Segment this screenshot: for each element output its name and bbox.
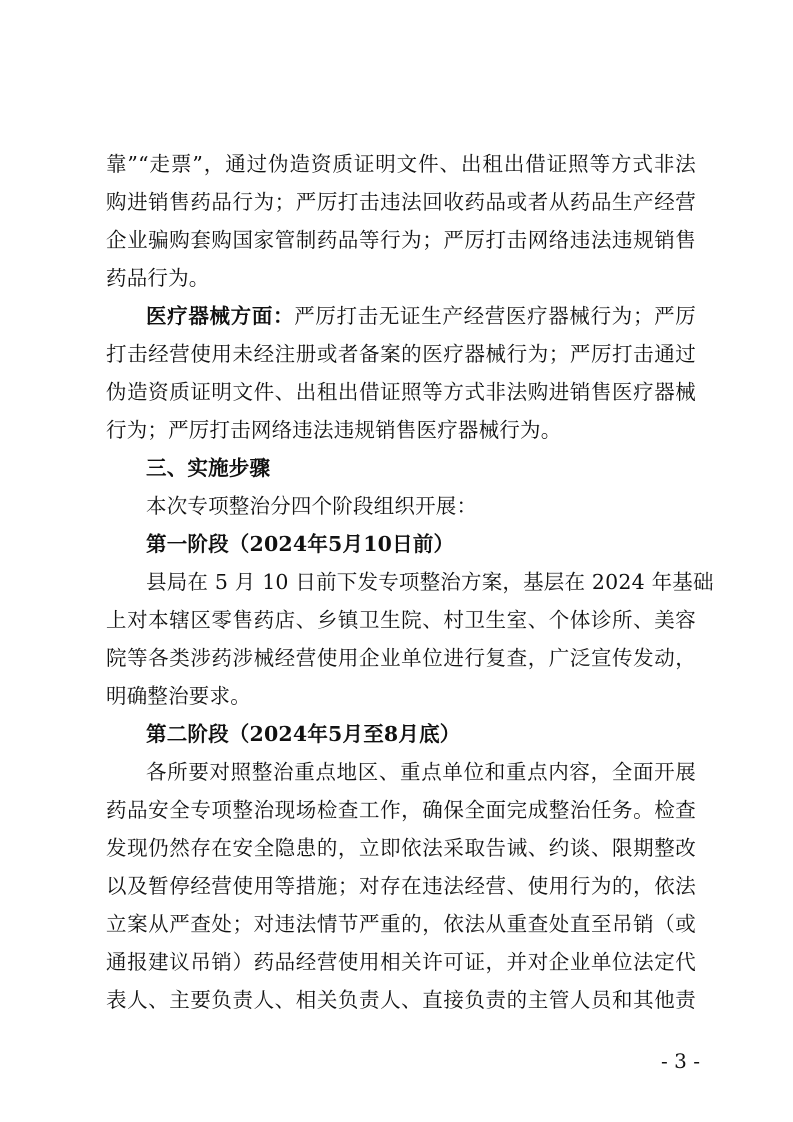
section-heading: 三、实施步骤 — [146, 456, 271, 480]
body-text-line: 伪造资质证明文件、出租出借证照等方式非法购进销售医疗器械 — [106, 380, 696, 404]
body-text-line: 购进销售药品行为；严厉打击违法回收药品或者从药品生产经营 — [106, 190, 696, 214]
body-text-line: 以及暂停经营使用等措施；对存在违法经营、使用行为的，依法 — [106, 874, 696, 898]
phase-heading: 第二阶段（2024年5月至8月底） — [146, 722, 461, 746]
body-text-line: 通报建议吊销）药品经营使用相关许可证，并对企业单位法定代 — [106, 950, 696, 974]
body-text-line: 靠”“走票”，通过伪造资质证明文件、出租出借证照等方式非法 — [106, 152, 696, 176]
body-text-line: 明确整治要求。 — [106, 684, 251, 708]
body-text-line: 药品行为。 — [106, 266, 210, 290]
device-paragraph-first-line — [146, 297, 696, 335]
body-text-line: 药品安全专项整治现场检查工作，确保全面完成整治任务。检查 — [106, 798, 696, 822]
body-text-line: 表人、主要负责人、相关负责人、直接负责的主管人员和其他责 — [106, 988, 696, 1012]
body-text-line: 本次专项整治分四个阶段组织开展： — [146, 494, 478, 518]
device-text: 严厉打击无证生产经营医疗器械行为；严厉 — [294, 304, 696, 328]
device-heading: 医疗器械方面： — [146, 304, 295, 328]
body-text-line: 立案从严查处；对违法情节严重的，依法从重查处直至吊销（或 — [106, 912, 696, 936]
body-text-line: 县局在 5 月 10 日前下发专项整治方案，基层在 2024 年基础 — [146, 570, 714, 594]
body-text-line: 发现仍然存在安全隐患的，立即依法采取告诫、约谈、限期整改 — [106, 836, 696, 860]
body-text-line: 企业骗购套购国家管制药品等行为；严厉打击网络违法违规销售 — [106, 228, 696, 252]
phase-heading: 第一阶段（2024年5月10日前） — [146, 532, 455, 556]
page-number: - 3 - — [661, 1049, 700, 1073]
body-text-line: 各所要对照整治重点地区、重点单位和重点内容，全面开展 — [146, 760, 696, 784]
body-text-line: 打击经营使用未经注册或者备案的医疗器械行为；严厉打击通过 — [106, 342, 696, 366]
body-text-line: 行为；严厉打击网络违法违规销售医疗器械行为。 — [106, 418, 562, 442]
body-text-line: 上对本辖区零售药店、乡镇卫生院、村卫生室、个体诊所、美容 — [106, 608, 696, 632]
body-text-line: 院等各类涉药涉械经营使用企业单位进行复查，广泛宣传发动， — [106, 646, 696, 670]
